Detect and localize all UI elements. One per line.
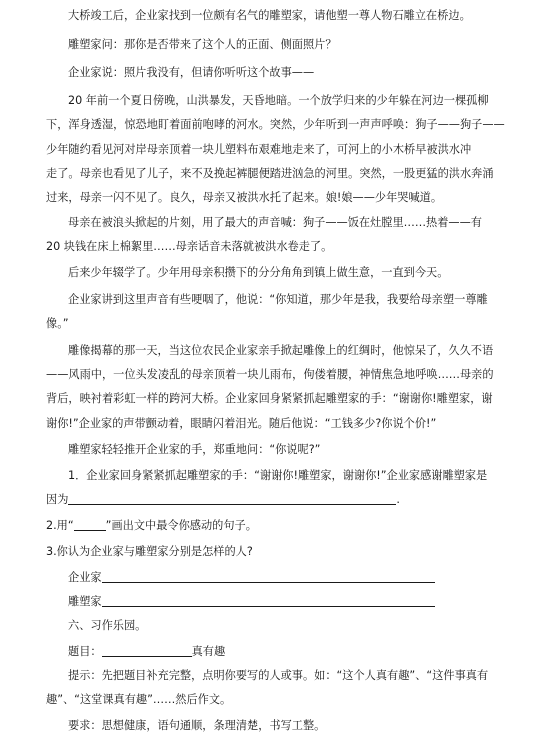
story-paragraph-7-line-2: 像。” [46, 317, 69, 330]
writing-requirements: 要求：思想健康，语句通顺，条理清楚，书写工整。 [68, 719, 326, 732]
question-1-end-mark: . [396, 493, 400, 506]
writing-heading: 六、习作乐园。 [68, 619, 147, 632]
writing-title-row [68, 644, 508, 660]
question-2-suffix: ”画出文中最令你感动的句子。 [105, 519, 257, 532]
writing-title-blank[interactable] [102, 644, 192, 657]
question-2-underline-sample [74, 518, 106, 531]
question-3-sculptor-blank[interactable] [102, 594, 435, 607]
question-1-prefix: 因为 [46, 493, 69, 506]
writing-title-suffix: 真有趣 [191, 645, 226, 658]
story-paragraph-1: 大桥竣工后，企业家找到一位颇有名气的雕塑家，请他塑一尊人物石雕立在桥边。 [68, 9, 471, 22]
question-3-entrepreneur-blank[interactable] [102, 570, 435, 583]
story-paragraph-8-line-4: 谢你!”企业家的声带颤动着，眼睛闪着泪光。随后他说：“工钱多少?你说个价!” [46, 417, 437, 430]
story-paragraph-4-line-1: 20 年前一个夏日傍晚，山洪暴发，天昏地暗。一个放学归来的少年躲在河边一棵孤柳 [68, 94, 489, 107]
question-3: 3.你认为企业家与雕塑家分别是怎样的人? [46, 545, 253, 558]
question-3-entrepreneur-row [68, 570, 508, 586]
question-1-answer-blank[interactable] [68, 492, 396, 505]
writing-title-prefix: 题目： [68, 645, 102, 658]
story-paragraph-4-line-3: 少年随约看见河对岸母亲顶着一块儿塑料布艰难地走来了，可河上的小木桥早被洪水冲 [46, 143, 472, 156]
story-paragraph-7-line-1: 企业家讲到这里声音有些哽咽了，他说：“你知道，那少年是我，我要给母亲塑一尊雕 [68, 293, 488, 306]
writing-hint-line-1: 提示：先把题目补充完整，点明你要写的人或事。如：“这个人真有趣”、“这件事真有 [68, 669, 489, 682]
story-paragraph-8-line-3: 背后，映衬着彩虹一样的跨河大桥。企业家回身紧紧抓起雕塑家的手：“谢谢你!雕塑家，谢 [46, 392, 493, 405]
story-paragraph-5-line-2: 20 块钱在床上棉絮里……母亲话音未落就被洪水卷走了。 [46, 240, 333, 253]
story-paragraph-3: 企业家说：照片我没有，但请你听听这个故事—— [68, 66, 315, 79]
story-paragraph-6: 后来少年辍学了。少年用母亲积攒下的分分角角到镇上做生意，一直到今天。 [68, 266, 449, 279]
story-paragraph-9: 雕塑家轻轻推开企业家的手，郑重地问：“你说呢?” [68, 443, 321, 456]
story-paragraph-4-line-4: 走了。母亲也看见了儿子，来不及挽起裤腿便踏进汹急的河里。突然，一股更猛的洪水奔涌 [46, 167, 494, 180]
question-3-entrepreneur-label: 企业家 [68, 571, 102, 584]
question-1-line-1: 1．企业家回身紧紧抓起雕塑家的手：“谢谢你!雕塑家，谢谢你!”企业家感谢雕塑家是 [68, 469, 488, 482]
story-paragraph-8-line-1: 雕像揭幕的那一天，当这位农民企业家亲手掀起雕像上的红绸时，他惊呆了，久久不语 [68, 344, 494, 357]
writing-hint-line-2: 趣”、“这堂课真有趣”……然后作文。 [46, 693, 232, 706]
question-3-sculptor-row [68, 594, 508, 610]
story-paragraph-2: 雕塑家问：那你是否带来了这个人的正面、侧面照片？ [68, 38, 337, 51]
question-2 [46, 518, 508, 534]
story-paragraph-4-line-2: 下，浑身透湿，惊恐地盯着面前咆哮的河水。突然，少年听到一声声呼唤：狗子——狗子—— [46, 118, 505, 131]
story-paragraph-5-line-1: 母亲在被浪头掀起的片刻，用了最大的声音喊：狗子——饭在灶膛里……热着——有 [68, 216, 482, 229]
story-paragraph-8-line-2: ——风雨中，一位头发凌乱的母亲顶着一块儿雨布，佝偻着腰，神情焦急地呼唤……母亲的 [46, 368, 494, 381]
question-1-line-2 [46, 492, 508, 508]
story-paragraph-4-line-5: 过来，母亲一闪不见了。良久，母亲又被洪水托了起来。娘!娘——少年哭喊道。 [46, 191, 443, 204]
question-3-sculptor-label: 雕塑家 [68, 595, 102, 608]
question-2-prefix: 2.用“ [46, 519, 74, 532]
